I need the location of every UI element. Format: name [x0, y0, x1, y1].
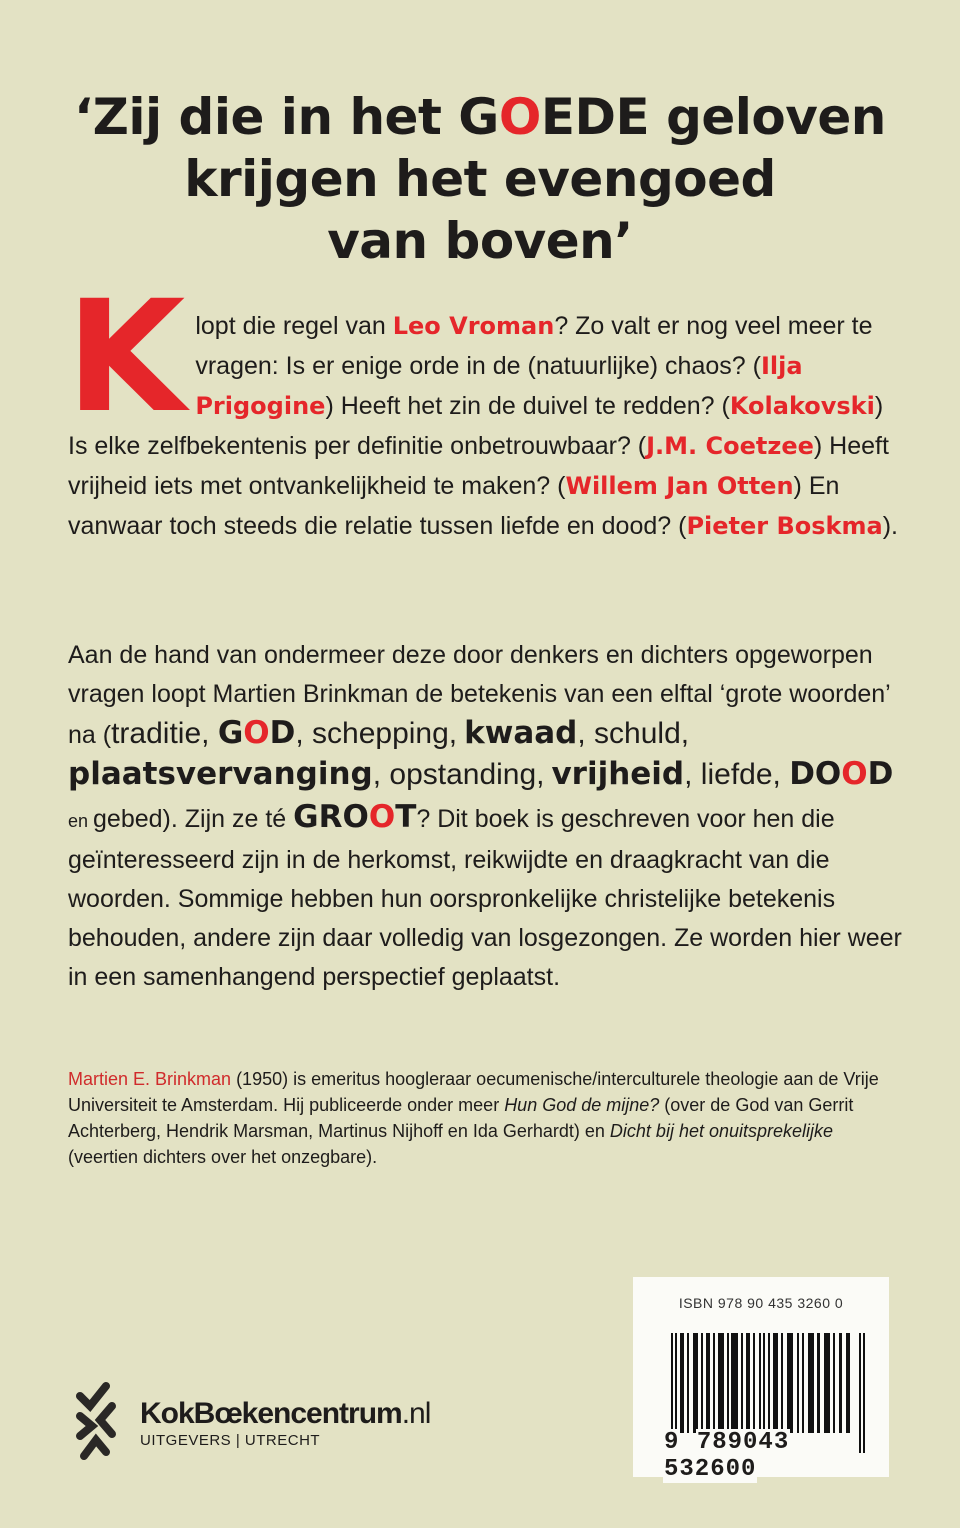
bio-text: (1950) is emeritus hoogleraar oecumenische/interculturele theologie aan de Vrije Universiteit te Amsterdam. Hij publiceerde onder meer [68, 1069, 879, 1115]
intro-text: ) Heeft vrijheid iets met ontvankelijkheid te maken? ( [68, 432, 889, 500]
kok-boekencentrum-logo-icon [70, 1380, 122, 1467]
body-paragraph [68, 636, 908, 997]
word-dood-red-o: O [841, 756, 868, 792]
isbn-label: ISBN 978 90 435 3260 0 [678, 1295, 844, 1311]
headline-text: geloven [649, 88, 886, 146]
intro-text: ) En vanwaar toch steeds die relatie tussen liefde en dood? ( [68, 472, 840, 540]
word-vrijheid: vrijheid [551, 756, 685, 792]
name-kolakovski: Kolakovski [729, 392, 875, 420]
word-god-red-o: O [243, 715, 270, 751]
word-dood [789, 756, 893, 792]
intro-text: ? Zo valt er nog veel meer te vragen: Is er enige orde in de (natuurlijke) chaos? ( [195, 312, 873, 380]
word-opstanding: , opstanding, [372, 758, 545, 791]
author-name: Martien E. Brinkman [68, 1069, 232, 1089]
name-jm-coetzee: J.M. Coetzee [646, 432, 814, 460]
word-plaatsvervanging: plaatsvervanging [68, 756, 373, 792]
body-text: Dit boek is geschreven voor hen die geïnteresseerd zijn in de herkomst, reikwijdte en draagkracht van die woorden. Sommige hebben hun oorspronkelijke christelijke betekenis behouden, andere zijn daar volledig van losgezongen. Ze worden hier weer in een samenhangend perspectief geplaatst. [68, 805, 902, 991]
word-god-d: D [269, 715, 296, 751]
headline-line-2: krijgen het evengoed [184, 150, 776, 208]
drop-cap: K [66, 268, 186, 447]
word-schepping: , schepping, [295, 717, 458, 750]
word-god [218, 715, 296, 751]
body-text: Aan de hand van ondermeer deze door denkers en dichters opgeworpen vragen loopt Martien Brinkman de betekenis van een elftal ‘grote woorden’ na ( [68, 641, 890, 749]
author-bio [68, 1066, 898, 1170]
name-leo-vroman: Leo Vroman [392, 312, 555, 340]
word-groot-gro: GRO [293, 799, 369, 835]
publisher-name-text: KokBœkencentrum [140, 1397, 402, 1430]
word-groot-t: T [395, 799, 417, 835]
headline-line-1 [40, 86, 920, 148]
name-willem-jan-otten: Willem Jan Otten [565, 472, 794, 500]
bio-text: (veertien dichters over het onzegbare). [68, 1147, 378, 1167]
intro-paragraph [66, 268, 908, 546]
book-title-dicht-bij: Dicht bij het onuitsprekelijke [609, 1121, 834, 1141]
bio-text: (over de God van Gerrit Achterberg, Hendrik Marsman, Martinus Nijhoff en Ida Gerhardt) en [68, 1095, 854, 1141]
word-kwaad: kwaad [464, 715, 578, 751]
isbn-group-2: 532600 [664, 1456, 757, 1483]
name-pieter-boskma: Pieter Boskma [686, 512, 883, 540]
word-gebed: gebed). Zijn ze té [93, 805, 294, 833]
publisher-name [140, 1398, 430, 1430]
question-mark: ? [416, 805, 431, 833]
word-dood-d: D [867, 756, 894, 792]
publisher-text [140, 1398, 430, 1449]
intro-text: lopt die regel van [195, 312, 393, 340]
isbn-group-1: 789043 [696, 1429, 790, 1456]
word-groot-red-o: O [368, 799, 396, 835]
intro-text: ) Is elke zelfbekentenis per definitie onbetrouwbaar? ( [68, 392, 884, 460]
publisher-tld: .nl [401, 1397, 431, 1430]
isbn-barcode-box [633, 1277, 889, 1483]
headline-quote [40, 86, 920, 272]
publisher-subtitle: UITGEVERS | UTRECHT [140, 1432, 321, 1449]
isbn-digits [663, 1429, 863, 1483]
headline-goede-red-o: O [498, 88, 541, 146]
headline-goede-g: G [458, 88, 499, 146]
book-title-hun-god: Hun God de mijne? [504, 1095, 660, 1115]
intro-text: ) Heeft het zin de duivel te redden? ( [325, 392, 730, 420]
word-liefde: , liefde, [684, 758, 790, 791]
word-schuld: , schuld, [577, 717, 690, 750]
headline-text: ‘Zij die in het [74, 88, 459, 146]
intro-text: ). [882, 512, 898, 540]
name-ilja-prigogine: Ilja Prigogine [195, 352, 803, 420]
word-traditie: traditie, [111, 717, 218, 750]
headline-line-3: van boven’ [327, 212, 633, 270]
word-god-g: G [217, 715, 244, 751]
headline-goede-rest: EDE [540, 88, 650, 146]
word-groot [293, 799, 416, 835]
publisher-logo [70, 1380, 430, 1467]
word-dood-do: DO [789, 756, 842, 792]
word-en: en [68, 811, 94, 831]
isbn-first-digit: 9 [664, 1429, 680, 1456]
